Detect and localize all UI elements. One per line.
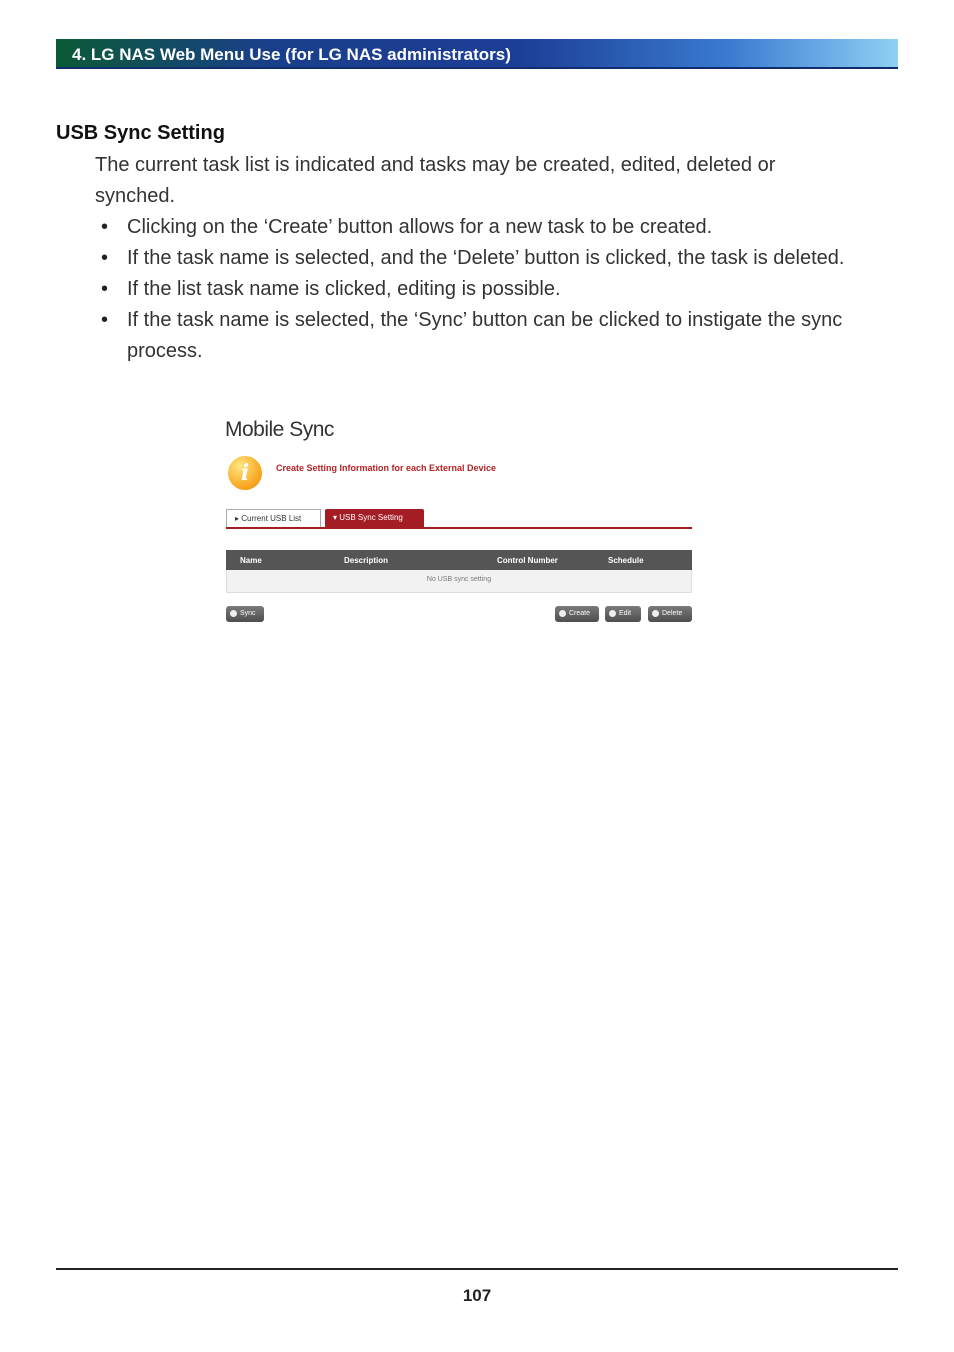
tab-usb-sync-setting[interactable]: ▾ USB Sync Setting: [325, 509, 424, 527]
delete-button[interactable]: Delete: [648, 606, 692, 622]
bullet-item: • If the list task name is clicked, editing is possible.: [95, 274, 875, 305]
footer-rule: [56, 1268, 898, 1270]
table-header: [226, 550, 692, 570]
column-name[interactable]: Name: [240, 556, 262, 565]
info-icon: i: [228, 456, 262, 490]
tab-current-usb-list[interactable]: ▸ Current USB List: [226, 509, 321, 527]
empty-row: No USB sync setting: [226, 570, 692, 593]
intro-paragraph: The current task list is indicated and tasks may be created, edited, deleted or synched.: [95, 154, 776, 207]
bullet-list: [95, 212, 875, 367]
bullet-item: • If the task name is selected, and the ‘Delete’ button is clicked, the task is deleted.: [95, 243, 875, 274]
column-control-number[interactable]: Control Number: [497, 556, 558, 565]
bullet-item: • If the task name is selected, the ‘Sync’ button can be clicked to instigate the sync process.: [95, 305, 875, 367]
chapter-header: 4. LG NAS Web Menu Use (for LG NAS administrators): [56, 39, 898, 69]
create-button[interactable]: Create: [555, 606, 599, 622]
tab-underline: [226, 527, 692, 529]
info-text: Create Setting Information for each External Device: [276, 463, 497, 473]
edit-button[interactable]: Edit: [605, 606, 641, 622]
column-description[interactable]: Description: [344, 556, 389, 565]
section-title: USB Sync Setting: [56, 122, 225, 144]
column-schedule[interactable]: Schedule: [608, 556, 644, 565]
bullet-item: • Clicking on the ‘Create’ button allows for a new task to be created.: [95, 212, 875, 243]
page-number: 107: [462, 1286, 492, 1305]
mobile-sync-screenshot: [222, 410, 722, 640]
screenshot-title: Mobile Sync: [225, 418, 334, 441]
sync-button[interactable]: Sync: [226, 606, 264, 622]
task-table: [226, 550, 692, 593]
